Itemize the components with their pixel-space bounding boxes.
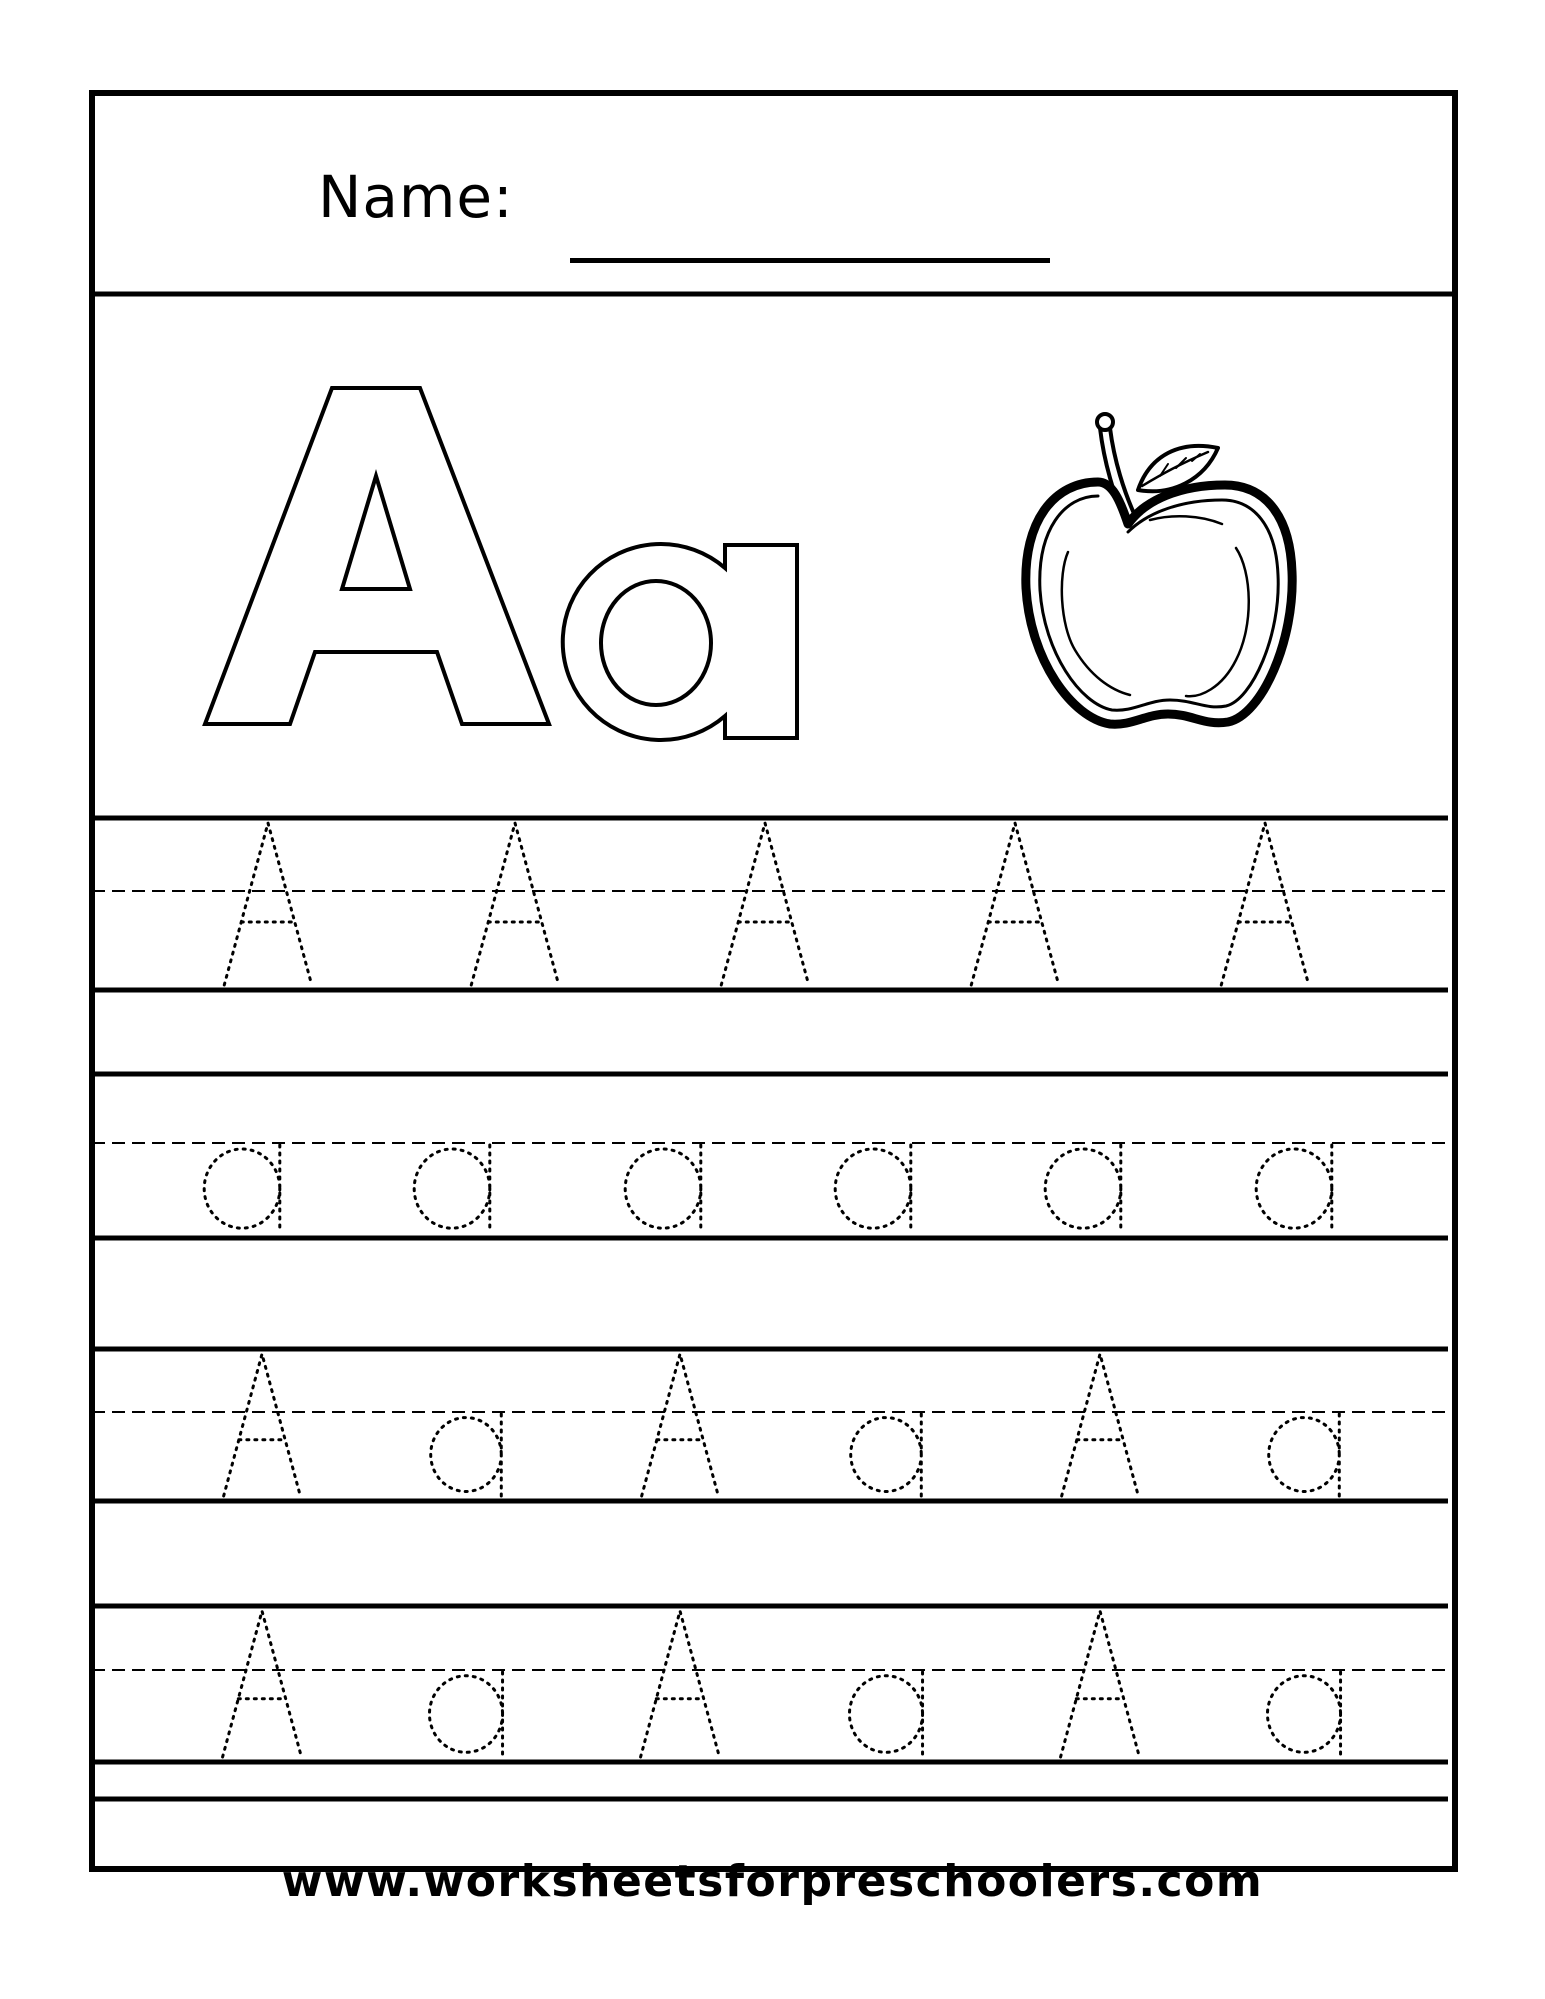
- apple-icon: [1026, 414, 1292, 724]
- name-write-line[interactable]: [570, 258, 1050, 263]
- tracing-lowercase-a: [429, 1672, 502, 1757]
- tracing-lowercase-a: [1045, 1145, 1121, 1233]
- tracing-uppercase-a: [971, 823, 1058, 985]
- name-label: Name:: [318, 163, 514, 231]
- tracing-lowercase-a: [835, 1145, 911, 1233]
- tracing-lowercase-a: [851, 1414, 922, 1496]
- tracing-lowercase-a: [204, 1145, 280, 1233]
- handwriting-guide-lines: [92, 818, 1448, 1799]
- tracing-uppercase-a: [721, 823, 808, 985]
- tracing-uppercase-a: [642, 1354, 719, 1496]
- tracing-lowercase-a: [849, 1672, 922, 1757]
- tracing-uppercase-a: [224, 823, 311, 985]
- featured-lowercase-letter: [563, 544, 797, 740]
- featured-uppercase-letter: [205, 388, 549, 724]
- website-url: www.worksheetsforpreschoolers.com: [281, 1856, 1264, 1907]
- tracing-lowercase-a: [414, 1145, 490, 1233]
- tracing-uppercase-a: [1062, 1354, 1139, 1496]
- tracing-uppercase-a: [224, 1354, 301, 1496]
- tracing-uppercase-a: [223, 1611, 302, 1757]
- tracing-lowercase-a: [1256, 1145, 1332, 1233]
- worksheet-border: [92, 93, 1455, 1869]
- tracing-uppercase-a: [471, 823, 558, 985]
- tracing-uppercase-a: [1061, 1611, 1140, 1757]
- tracing-lowercase-a: [1269, 1414, 1340, 1496]
- tracing-lowercase-a: [625, 1145, 701, 1233]
- tracing-uppercase-a: [641, 1611, 720, 1757]
- tracing-lowercase-a: [431, 1414, 502, 1496]
- tracing-uppercase-a: [1221, 823, 1308, 985]
- tracing-letters: [204, 823, 1340, 1757]
- tracing-lowercase-a: [1267, 1672, 1340, 1757]
